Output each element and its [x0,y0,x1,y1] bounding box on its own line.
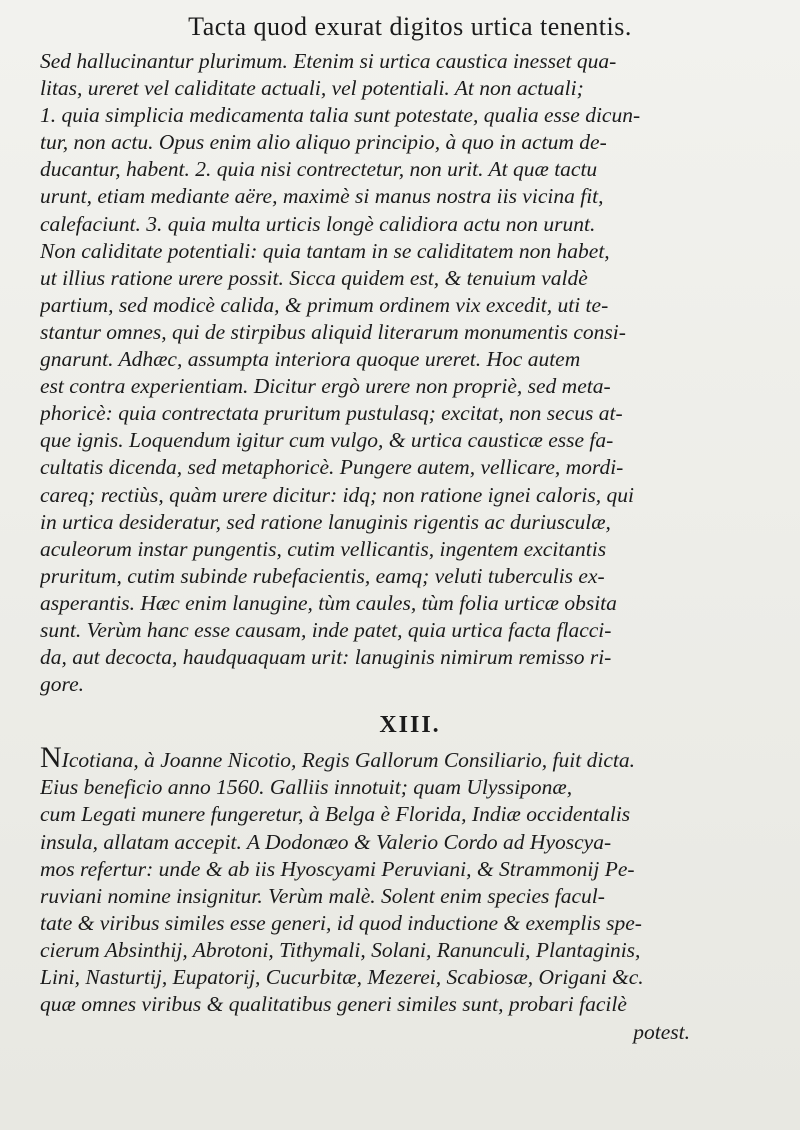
text-line: cultatis dicenda, sed metaphoricè. Pungere autem, vellicare, mordi- [40,455,624,480]
text-line: urunt, etiam mediante aëre, maximè si manus nostra iis vicina fit, [40,184,604,209]
drop-cap: N [40,747,62,775]
catchword: potest. [633,1020,690,1045]
paragraph-2 [40,747,780,1018]
text-line: Lini, Nasturtij, Eupatorij, Cucurbitæ, Mezerei, Scabiosæ, Origani &c. [40,965,644,989]
text-line: cierum Absinthij, Abrotoni, Tithymali, Solani, Ranunculi, Plantaginis, [40,937,641,962]
text-line: litas, ureret vel caliditate actuali, vel potentiali. At non actuali; [40,76,584,101]
text-line: ruviani nomine insignitur. Verùm malè. Solent enim species facul- [40,883,605,908]
text-line: gnarunt. Adhæc, assumpta interiora quoque ureret. Hoc autem [40,347,581,372]
text-line: ut illius ratione urere possit. Sicca quidem est, & tenuium valdè [40,265,588,290]
text-line: gore. [40,672,84,697]
text-line: cum Legati munere fungeretur, à Belga è Florida, Indiæ occidentalis [40,802,631,827]
text-line: aculeorum instar pungentis, cutim vellicantis, ingentem excitantis [40,536,607,561]
text-line: da, aut decocta, haudquaquam urit: lanuginis nimirum remisso ri- [40,645,612,670]
text-line: est contra experientiam. Dicitur ergò urere non propriè, sed meta- [40,374,611,399]
text-line: phoricè: quia contrectata pruritum pustulasq; excitat, non secus at- [40,401,623,426]
text-line: calefaciunt. 3. quia multa urticis longè calidiora actu non urunt. [40,211,596,236]
text-line: quæ omnes viribus & qualitatibus generi similes sunt, probari facilè [40,992,627,1017]
text-line [40,747,780,774]
text-line: asperantis. Hæc enim lanugine, tùm caules, tùm folia urticæ obsita [40,590,617,615]
text-line: careq; rectiùs, quàm urere dicitur: idq; non ratione ignei caloris, qui [40,482,634,507]
running-header: Tacta quod exurat digitos urtica tenentis. [188,12,632,41]
text-line: 1. quia simplicia medicamenta talia sunt potestate, qualia esse dicun- [40,103,641,128]
text-line: insula, allatam accepit. A Dodonæo & Valerio Cordo ad Hyoscya- [40,829,612,854]
text-line-rest: Icotiana, à Joanne Nicotio, Regis Gallorum Consiliario, fuit dicta. [61,748,635,773]
text-line: sunt. Verùm hanc esse causam, inde patet, quia urtica facta flacci- [40,617,612,642]
text-line: stantur omnes, qui de stirpibus aliquid literarum monumentis consi- [40,319,626,344]
text-line: tur, non actu. Opus enim alio aliquo principio, à quo in actum de- [40,130,607,155]
section-number: XIII. [379,712,441,739]
text-line: ducantur, habent. 2. quia nisi contrectetur, non urit. At quæ tactu [40,157,598,182]
text-line: pruritum, cutim subinde rubefacientis, eamq; veluti tuberculis ex- [40,563,605,588]
text-line: Sed hallucinantur plurimum. Etenim si urtica caustica inesset qua- [40,49,617,73]
text-block [40,10,780,1045]
text-line: Non caliditate potentiali: quia tantam in se caliditatem non habet, [40,238,610,263]
text-line: in urtica desideratur, sed ratione lanuginis rigentis ac duriusculæ, [40,509,611,534]
text-line: tate & viribus similes esse generi, id quod inductione & exemplis spe- [40,910,642,935]
paragraph-1 [40,48,780,698]
text-line: que ignis. Loquendum igitur cum vulgo, & urtica causticæ esse fa- [40,428,614,453]
text-line: partium, sed modicè calida, & primum ordinem vix excedit, uti te- [40,292,609,317]
text-line: Eius beneficio anno 1560. Galliis innotuit; quam Ulyssiponæ, [40,775,573,800]
text-line: mos refertur: unde & ab iis Hyoscyami Peruviani, & Strammonij Pe- [40,856,635,881]
